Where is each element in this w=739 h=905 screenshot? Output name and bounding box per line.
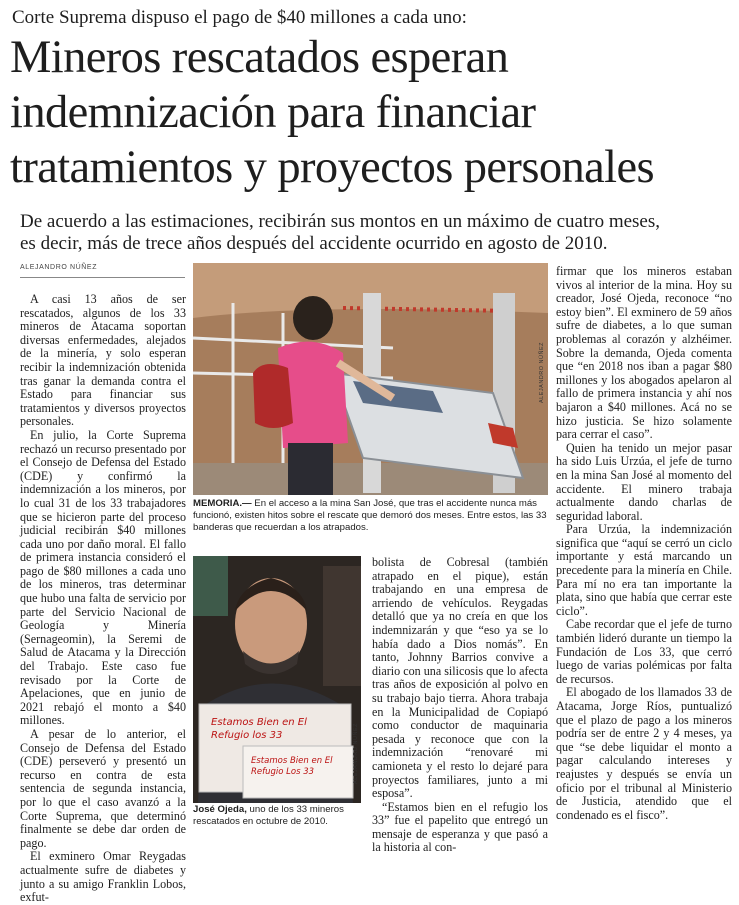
photo-caption-2: [193, 804, 365, 828]
photo-jose-ojeda: [193, 556, 361, 803]
headline-line-3: tratamientos y proyectos personales: [10, 142, 655, 193]
col4-paragraph-5: El abogado de los llamados 33 de Atacama, Jorge Ríos, puntualizó que el plazo de pago a los mineros podría ser de entre 2 y 4 meses, ya que “se debe liquidar el monto a pagar calculando intereses y reajustes y después se envía un oficio por el tribunal al Ministerio de Justicia, atendido que el condenado es el fisco”.: [556, 685, 732, 822]
col4-paragraph-3: Para Urzúa, la indemnización significa que “aquí se cerró un ciclo importante y está marcando un precedente para la minería en Chile. Para mí no era tan importante la plata, sino que había que cerrar este ciclo”.: [556, 522, 732, 618]
sign-message-1: Estamos Bien en El Refugio los 33: [211, 717, 307, 741]
sign-message-2: Estamos Bien en El Refugio Los 33: [251, 756, 333, 777]
col3-paragraph-2: “Estamos bien en el refugio los 33” fue el papelito que entregó un mensaje de esperanza y que pasó a la historia al con-: [372, 799, 548, 855]
photo-credit-1: ALEJANDRO NÚÑEZ: [539, 342, 545, 403]
col3-paragraph-1: bolista de Cobresal (también atrapado en el pique), están trabajando en una empresa de arriendo de vehículos. Reygadas detalló que ya no creía en que los indemnizarán y que “eso ya se lo había dado a Dios nomás”. En tanto, Johnny Barrios convive a diario con una silicosis que lo afecta tras años de exposición al polvo en su trabajo bajo tierra. Ahora trabaja en la Municipalidad de Copiapó como conductor de maquinaria pesada y reconoce que con la indemnización “renovaré mi camioneta y el resto lo dejaré para proyectos familiares, junto a mi esposa”.: [372, 555, 548, 801]
col1-paragraph-2: En julio, la Corte Suprema rechazó un recurso presentado por el Consejo de Defensa del Estado (CDE) y confirmó la indemnización a los mineros, por lo cual 31 de los 33 trabajadores que se hicieron parte del proceso judicial recibirán $40 millones cada uno por daño moral. El fallo de primera instancia consideró el pago de $80 millones a cada uno de los mineros, tras determinar que hubo una falta de servicio por parte del Servicio Nacional de Geología y Minería (Sernageomin), la Seremi de Salud de Atacama y la Dirección del Trabajo. Este caso fue revisado por la Corte de Apelaciones, que en junio de 2021 rebajó el monto a $40 millones.: [20, 427, 186, 728]
column-4: [556, 265, 732, 822]
deck-line-2: es decir, más de trece años después del accidente ocurrido en agosto de 2010.: [20, 233, 608, 254]
headline-line-1: Mineros rescatados esperan: [10, 32, 509, 83]
col4-paragraph-4: Cabe recordar que el jefe de turno también lideró durante un tiempo la Fundación de Los 33, que cerró luego de varias polémicas por falta de recursos.: [556, 617, 732, 686]
col1-paragraph-3: A pesar de lo anterior, el Consejo de Defensa del Estado (CDE) perseveró y presentó un recurso en contra de esta sentencia de segunda instancia, por lo que el caso avanzó a la Corte Suprema, que determinó finalmente se debe dar orden de pago.: [20, 727, 186, 850]
headline-line-2: indemnización para financiar: [10, 87, 536, 138]
photo-mine-memorial-illustration: [193, 263, 548, 495]
kicker: Corte Suprema dispuso el pago de $40 millones a cada uno:: [12, 7, 467, 28]
col1-paragraph-1: A casi 13 años de ser rescatados, algunos de los 33 mineros de Atacama soportan diversas enfermedades, alejados de la minería, y solo esperan recibir la indemnización obtenida tras ganar la demanda contra el Estado para financiar sus tratamientos y diversos proyectos personales.: [20, 292, 186, 429]
byline-rule: [20, 277, 185, 278]
photo-mine-memorial: [193, 263, 548, 495]
photo-caption-1: [193, 498, 548, 535]
deck-line-1: De acuerdo a las estimaciones, recibirán sus montos en un máximo de cuatro meses,: [20, 211, 660, 232]
caption-2-text: uno de los 33 mineros rescatados en octubre de 2010.: [193, 804, 344, 828]
caption-1-lead: MEMORIA.—: [193, 498, 252, 509]
column-3: [372, 556, 548, 855]
deck: [20, 211, 732, 255]
caption-1-text: En el acceso a la mina San José, que tras el accidente nunca más funcionó, existen hitos sobre el rescate que demoró dos meses. Entre estos, las 33 banderas que recuerdan a los atrapados.: [193, 498, 547, 534]
col1-paragraph-4: El exminero Omar Reygadas actualmente sufre de diabetes y junto a su amigo Franklin Lobos, exfut-: [20, 849, 186, 905]
column-1: [20, 293, 186, 905]
photo-credit-2: ALEJANDRO NÚÑEZ: [353, 723, 359, 784]
headline: [10, 30, 735, 195]
byline: ALEJANDRO NÚÑEZ: [20, 264, 98, 271]
col4-paragraph-1: firmar que los mineros estaban vivos al interior de la mina. Hoy su creador, José Ojeda, reconoce “no estoy bien”. El exminero de 59 años sufre de diabetes, a lo que suman problemas al corazón y alzhéimer. Sobre la demanda, Ojeda comenta que “en 2018 nos iban a pagar $80 millones y los abogados apelaron al fallo de primera instancia y ahí nos bajaron a $40 millones. Acá no se hizo justicia. Se hizo solamente para cerrar el caso”.: [556, 264, 732, 442]
caption-2-lead: José Ojeda,: [193, 804, 247, 815]
col4-paragraph-2: Quien ha tenido un mejor pasar ha sido Luis Urzúa, el jefe de turno en la mina San José al momento del accidente. El minero trabaja actualmente dando charlas de seguridad laboral.: [556, 440, 732, 523]
